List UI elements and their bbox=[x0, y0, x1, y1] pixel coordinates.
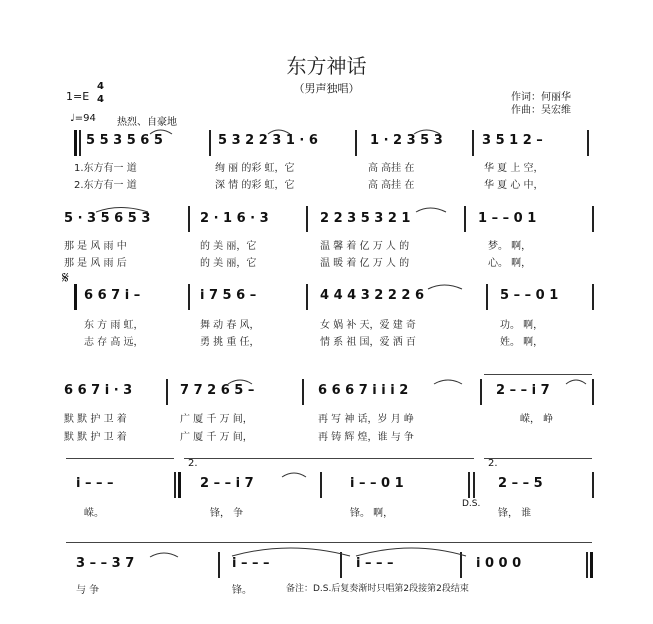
bar-4-1: 6 6 7 i · 3 bbox=[64, 383, 133, 398]
lyric-1-2-verse2: 深 情 的彩 虹，它 bbox=[215, 180, 295, 191]
lyric-4-2-verse1: 广 厦 千 万 间， bbox=[180, 414, 253, 425]
lyric-3-2-verse2: 勇 挑 重 任， bbox=[200, 337, 260, 348]
bar-4-4: 2 – – i 7 bbox=[496, 383, 550, 398]
bar-3-1: 6 6 7 i – bbox=[84, 288, 141, 303]
lyric-4-2-verse2: 广 厦 千 万 间， bbox=[180, 432, 253, 443]
slur bbox=[228, 380, 252, 384]
volta-2-label: 2. bbox=[188, 458, 198, 469]
lyric-5-4: 锋， 谁 bbox=[498, 508, 532, 519]
lyric-1-4-verse1: 华 夏 上 空， bbox=[484, 163, 544, 174]
bar-3-4: 5 – – 0 1 bbox=[500, 288, 559, 303]
lyric-1-3-verse1: 高 高挂 在 bbox=[368, 163, 415, 174]
lyric-1-2-verse1: 绚 丽 的彩 虹，它 bbox=[215, 163, 295, 174]
ds-marking: D.S. bbox=[462, 499, 481, 509]
volta-2b-label: 2. bbox=[488, 458, 498, 469]
segno-sign: 𝄋 bbox=[62, 268, 69, 287]
bar-3-2: i 7 5 6 – bbox=[200, 288, 257, 303]
lyric-2-4-verse1: 梦。 啊， bbox=[488, 241, 532, 252]
lyric-3-3-verse1: 女 娲 补 天，爱 建 奇 bbox=[320, 320, 416, 331]
bar-4-2: 7 7 2 6 5 – bbox=[180, 383, 255, 398]
bar-5-4: 2 – – 5 bbox=[498, 476, 543, 491]
lyric-5-1: 嵘。 bbox=[84, 508, 104, 519]
bar-2-1: 5 · 3 5 6 5 3 bbox=[64, 211, 151, 226]
expression-marking: 热烈、自豪地 bbox=[117, 117, 177, 128]
lyric-3-2-verse1: 舞 动 春 风， bbox=[200, 320, 260, 331]
slur bbox=[566, 380, 586, 384]
lyric-1-4-verse2: 华 夏 心 中， bbox=[484, 180, 544, 191]
tie bbox=[356, 548, 466, 556]
tie bbox=[232, 548, 350, 556]
lyric-4-4-verse1: 嵘， 峥 bbox=[520, 414, 554, 425]
bar-5-3: i – – 0 1 bbox=[350, 476, 404, 491]
lyric-2-1-verse2: 那 是 风 雨 后 bbox=[64, 258, 127, 269]
lyric-1-3-verse2: 高 高挂 在 bbox=[368, 180, 415, 191]
lyric-1-1-verse1: 1.东方有一 道 bbox=[74, 163, 137, 174]
bar-1-2: 5 3 2 2 3 1 · 6 bbox=[218, 133, 318, 148]
lyric-3-1-verse2: 志 存 高 远， bbox=[84, 337, 144, 348]
lyric-3-1-verse1: 东 方 雨 虹， bbox=[84, 320, 144, 331]
bar-3-3: 4 4 4 3 2 2 2 6 bbox=[320, 288, 425, 303]
lyric-6-1: 与 争 bbox=[76, 585, 100, 596]
bar-5-1: i – – – bbox=[76, 476, 114, 491]
lyric-3-3-verse2: 情 系 祖 国，爱 洒 百 bbox=[320, 337, 416, 348]
bar-1-1: 5 5 3 5 6 5 bbox=[86, 133, 163, 148]
lyric-1-1-verse2: 2.东方有一 道 bbox=[74, 180, 137, 191]
song-subtitle: （男声独唱） bbox=[293, 82, 360, 95]
slur bbox=[150, 553, 178, 557]
bar-6-1: 3 – – 3 7 bbox=[76, 556, 135, 571]
slur bbox=[414, 130, 440, 134]
song-title: 东方神话 bbox=[286, 54, 367, 78]
footnote: 备注：D.S.后复奏渐时只唱第2段接第2段结束 bbox=[286, 584, 469, 594]
lyric-2-2-verse1: 的 美 丽，它 bbox=[200, 241, 257, 252]
bar-1-4: 3 5 1 2 – bbox=[482, 133, 543, 148]
slur bbox=[282, 473, 306, 477]
slur bbox=[428, 285, 462, 289]
lyric-4-3-verse2: 再 铸 辉 煌，谁 与 争 bbox=[318, 432, 414, 443]
time-signature-top: 4 bbox=[97, 81, 104, 92]
bar-2-2: 2 · 1 6 · 3 bbox=[200, 211, 269, 226]
lyric-6-2: 锋。 bbox=[232, 585, 252, 596]
lyric-4-1-verse2: 默 默 护 卫 着 bbox=[64, 432, 127, 443]
bar-6-3: i – – – bbox=[356, 556, 394, 571]
lyric-3-4-verse1: 功。 啊， bbox=[500, 320, 544, 331]
bar-5-2: 2 – – i 7 bbox=[200, 476, 254, 491]
lyric-2-2-verse2: 的 美 丽，它 bbox=[200, 258, 257, 269]
bar-4-3: 6 6 6 7 i i i 2 bbox=[318, 383, 409, 398]
slur bbox=[96, 208, 148, 213]
slur bbox=[268, 130, 290, 134]
lyric-2-4-verse2: 心。 啊， bbox=[488, 258, 532, 269]
bar-2-4: 1 – – 0 1 bbox=[478, 211, 537, 226]
bar-6-4: i 0 0 0 bbox=[476, 556, 522, 571]
bar-2-3: 2 2 3 5 3 2 1 bbox=[320, 211, 411, 226]
lyric-2-1-verse1: 那 是 风 雨 中 bbox=[64, 241, 127, 252]
lyric-4-1-verse1: 默 默 护 卫 着 bbox=[64, 414, 127, 425]
bar-1-3: 1 · 2 3 5 3 bbox=[370, 133, 443, 148]
key-signature: 1=E bbox=[66, 90, 90, 103]
bar-6-2: i – – – bbox=[232, 556, 270, 571]
tempo-marking: ♩=94 bbox=[70, 113, 96, 124]
lyric-3-4-verse2: 姓。 啊， bbox=[500, 337, 544, 348]
lyric-2-3-verse1: 温 馨 着 亿 万 人 的 bbox=[320, 241, 410, 252]
lyric-2-3-verse2: 温 暖 着 亿 万 人 的 bbox=[320, 258, 410, 269]
composer-credit: 作曲：吴宏维 bbox=[511, 105, 571, 116]
lyricist-credit: 作词：何丽华 bbox=[511, 92, 571, 103]
lyric-4-3-verse1: 再 写 神 话，岁 月 峥 bbox=[318, 414, 414, 425]
lyric-5-2: 锋， 争 bbox=[210, 508, 244, 519]
slur bbox=[150, 130, 172, 134]
time-signature-bottom: 4 bbox=[97, 94, 104, 105]
slur bbox=[416, 208, 446, 212]
lyric-5-3: 锋。 啊， bbox=[350, 508, 394, 519]
slur bbox=[434, 380, 462, 384]
